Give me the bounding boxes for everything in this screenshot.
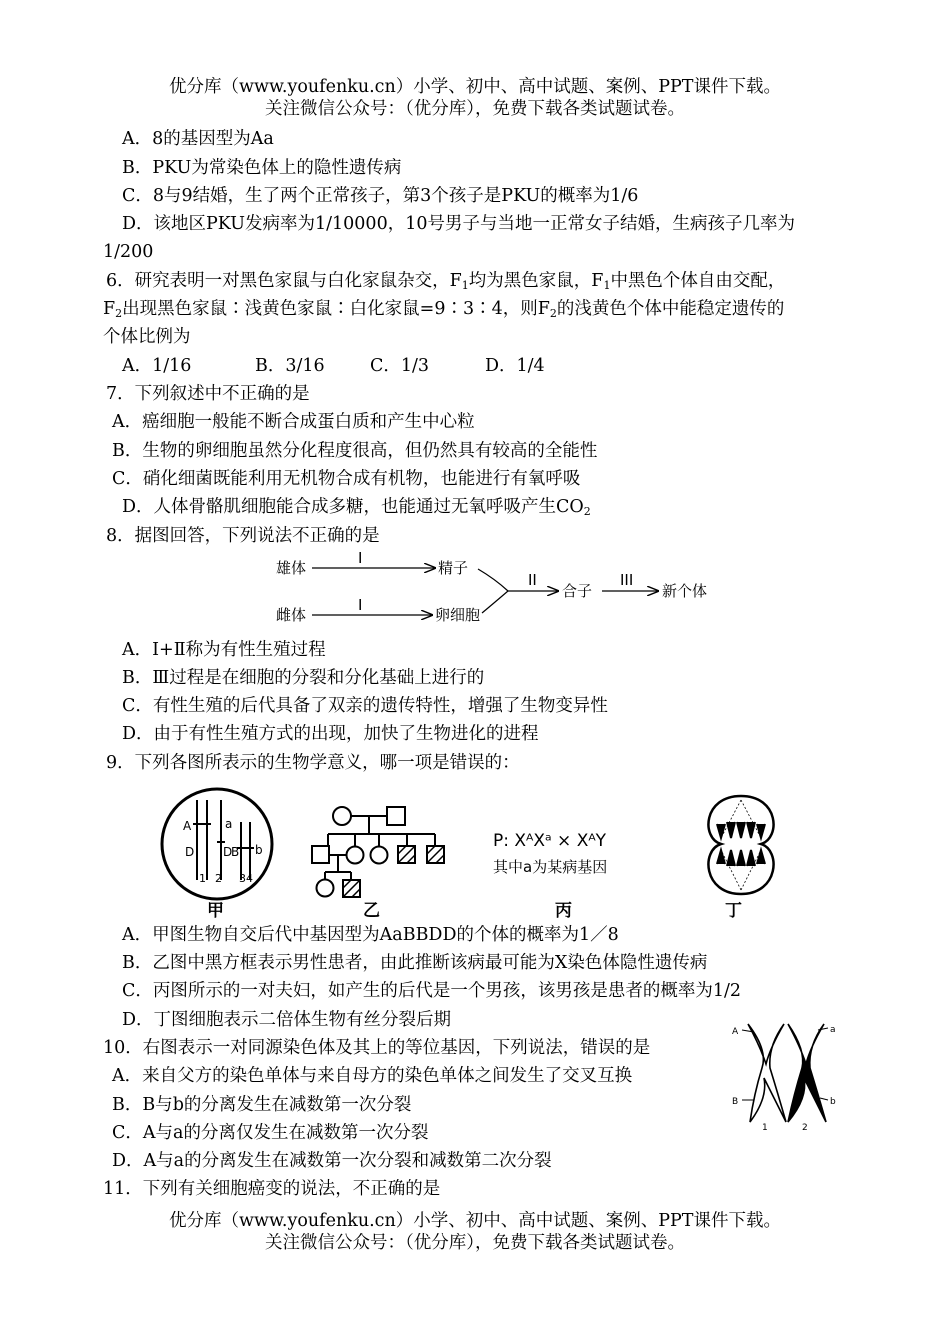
q11-stem: 11．下列有关细胞癌变的说法，不正确的是 <box>103 1179 441 1199</box>
q6-option-d: D．1/4 <box>485 356 545 376</box>
svg-text:B: B <box>231 845 240 859</box>
q10-option-a: A．来自父方的染色单体与来自母方的染色单体之间发生了交叉互换 <box>112 1066 633 1086</box>
figure-jia <box>162 789 272 921</box>
label-egg: 卵细胞 <box>435 606 481 624</box>
q10-option-c: C．A与a的分离仅发生在减数第一次分裂 <box>112 1123 429 1143</box>
q10-option-b: B．B与b的分离发生在减数第一次分裂 <box>112 1095 412 1115</box>
q7-option-b: B．生物的卵细胞虽然分化程度很高，但仍然具有较高的全能性 <box>112 441 598 461</box>
bing-cross: P: XᴬXᵃ × XᴬY <box>493 831 607 851</box>
header-line-1: 优分库（www.youfenku.cn）小学、初中、高中试题、案例、PPT课件下载。 <box>169 77 781 97</box>
q10-chromosome-figure <box>728 1018 840 1132</box>
label-female: 雌体 <box>276 606 307 624</box>
merge-lines <box>478 569 508 613</box>
svg-text:a: a <box>830 1025 836 1035</box>
svg-text:2: 2 <box>215 872 222 885</box>
svg-text:b: b <box>255 843 263 857</box>
label-stage-1-bottom: I <box>358 596 363 614</box>
footer-line-2: 关注微信公众号：（优分库），免费下载各类试题试卷。 <box>265 1233 685 1253</box>
q5-option-b: B．PKU为常染色体上的隐性遗传病 <box>122 158 402 178</box>
q9-option-b: B．乙图中黑方框表示男性患者，由此推断该病最可能为X染色体隐性遗传病 <box>122 953 708 973</box>
q6-option-b: B．3/16 <box>255 356 325 376</box>
figure-bing <box>493 831 607 921</box>
q6-option-a: A．1/16 <box>122 356 192 376</box>
label-jia: 甲 <box>207 901 224 921</box>
label-new-individual: 新个体 <box>662 582 708 600</box>
label-stage-1-top: I <box>358 549 363 567</box>
q5-option-c: C．8与9结婚，生了两个正常孩子，第3个孩子是PKU的概率为1/6 <box>122 186 639 206</box>
header-line-2: 关注微信公众号：（优分库），免费下载各类试题试卷。 <box>265 99 685 119</box>
label-sperm: 精子 <box>438 559 469 577</box>
q7-option-c: C．硝化细菌既能利用无机物合成有机物，也能进行有氧呼吸 <box>112 469 581 489</box>
q8-option-d: D．由于有性生殖方式的出现，加快了生物进化的进程 <box>122 724 539 744</box>
svg-text:2: 2 <box>802 1123 808 1132</box>
label-zygote: 合子 <box>562 582 593 600</box>
q10-stem: 10．右图表示一对同源染色体及其上的等位基因，下列说法，错误的是 <box>103 1038 651 1058</box>
svg-text:1: 1 <box>762 1123 768 1132</box>
q8-option-a: A．I+Ⅱ称为有性生殖过程 <box>122 640 326 660</box>
figure-ding <box>708 796 773 921</box>
q6-stem-line-3: 个体比例为 <box>103 327 191 347</box>
q8-stem: 8．据图回答，下列说法不正确的是 <box>106 526 380 546</box>
figure-yi <box>312 807 444 921</box>
svg-text:B: B <box>732 1097 739 1107</box>
svg-text:A: A <box>732 1027 739 1037</box>
q7-option-a: A．癌细胞一般能不断合成蛋白质和产生中心粒 <box>112 412 475 432</box>
label-yi: 乙 <box>363 901 380 921</box>
q7-stem: 7．下列叙述中不正确的是 <box>106 384 310 404</box>
footer-line-1: 优分库（www.youfenku.cn）小学、初中、高中试题、案例、PPT课件下载。 <box>169 1211 781 1231</box>
svg-text:A: A <box>183 819 192 833</box>
q6-option-c: C．1/3 <box>370 356 430 376</box>
label-male: 雄体 <box>276 559 307 577</box>
q5-option-a: A．8的基因型为Aa <box>122 129 274 149</box>
svg-text:b: b <box>830 1097 836 1107</box>
q6-stem-line-1: 6．研究表明一对黑色家鼠与白化家鼠杂交，$F_1$均为黑色家鼠，$F_1$中黑色个体自由交配， <box>106 271 786 292</box>
q9-figures <box>155 782 805 922</box>
label-stage-2: II <box>528 571 537 589</box>
q9-stem: 9．下列各图所表示的生物学意义，哪一项是错误的： <box>106 753 520 773</box>
q8-option-c: C．有性生殖的后代具备了双亲的遗传特性，增强了生物变异性 <box>122 696 608 716</box>
q9-option-a: A．甲图生物自交后代中基因型为AaBBDD的个体的概率为1／8 <box>122 925 619 945</box>
svg-text:a: a <box>225 817 233 831</box>
bing-note: 其中a为某病基因 <box>493 858 608 876</box>
q8-reproduction-diagram <box>270 547 720 631</box>
q7-option-d: D．人体骨骼肌细胞能合成多糖，也能通过无氧呼吸产生$CO_2$ <box>122 497 591 518</box>
svg-text:34: 34 <box>239 872 253 885</box>
q5-option-d: D．该地区PKU发病率为1/10000，10号男子与当地一正常女子结婚，生病孩子几率为 <box>122 214 795 234</box>
q9-option-d: D．丁图细胞表示二倍体生物有丝分裂后期 <box>122 1010 452 1030</box>
svg-text:D: D <box>185 845 195 859</box>
label-stage-3: III <box>620 571 634 589</box>
q5-option-d-cont: 1/200 <box>103 242 154 262</box>
svg-text:1: 1 <box>199 872 206 885</box>
q8-option-b: B．Ⅲ过程是在细胞的分裂和分化基础上进行的 <box>122 668 485 688</box>
q10-option-d: D．A与a的分离发生在减数第一次分裂和减数第二次分裂 <box>112 1151 552 1171</box>
q6-stem-line-2: $F_2$出现黑色家鼠∶浅黄色家鼠∶白化家鼠=9∶3∶4，则$F_2$的浅黄色个体中能稳定遗传的 <box>103 299 785 320</box>
label-ding: 丁 <box>725 901 742 921</box>
label-bing: 丙 <box>555 901 572 921</box>
q9-option-c: C．丙图所示的一对夫妇，如产生的后代是一个男孩，该男孩是患者的概率为1/2 <box>122 981 742 1001</box>
svg-text:D: D <box>223 845 233 859</box>
